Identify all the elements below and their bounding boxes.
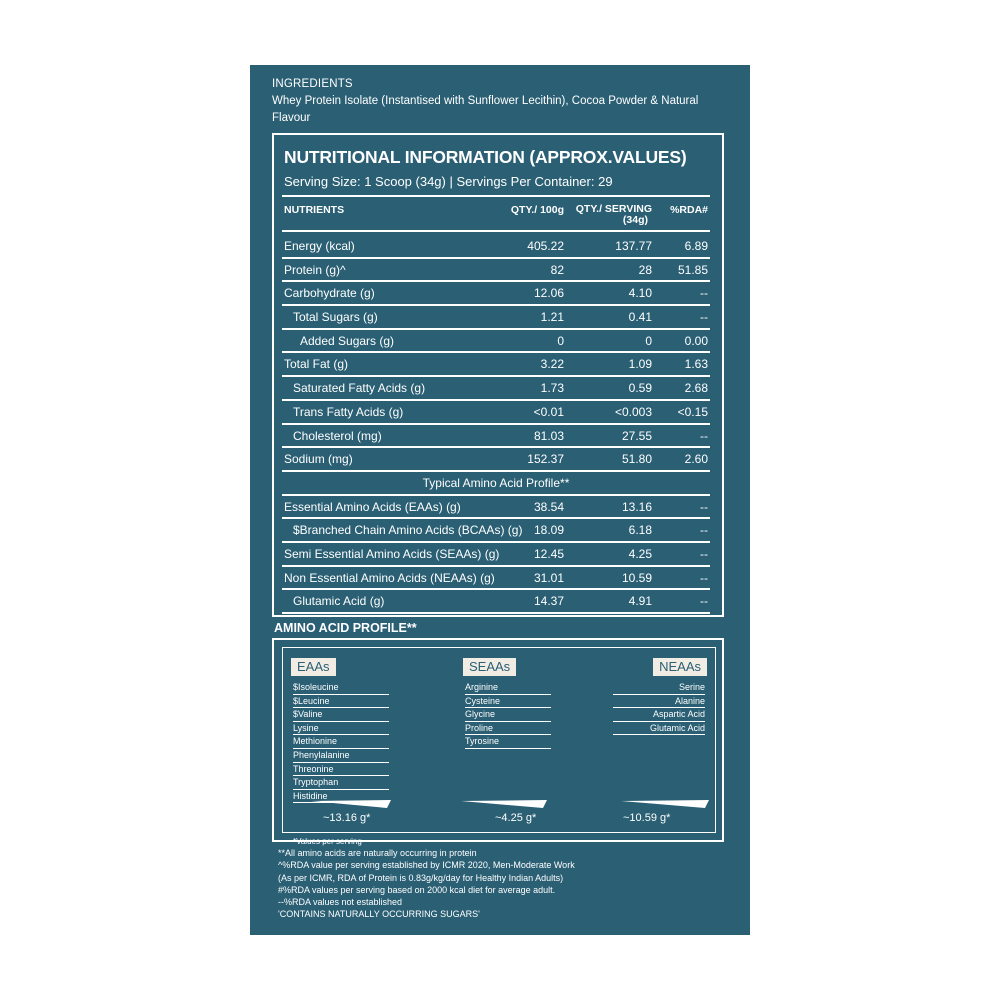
value-per-serving: 1.09 bbox=[628, 357, 652, 372]
list-item: Phenylalanine bbox=[293, 749, 389, 763]
value-rda: 51.85 bbox=[677, 262, 708, 277]
value-per-serving: 0 bbox=[645, 333, 652, 348]
seaas-chip: SEAAs bbox=[463, 658, 516, 676]
list-item: Lysine bbox=[293, 722, 389, 736]
value-per-serving: 6.18 bbox=[628, 523, 652, 538]
value-rda: -- bbox=[700, 310, 708, 325]
list-item: $Leucine bbox=[293, 695, 389, 709]
footnote: **All amino acids are naturally occurring in protein bbox=[278, 848, 477, 858]
nutrition-title: NUTRITIONAL INFORMATION (APPROX.VALUES) bbox=[284, 147, 687, 167]
amino-profile-box bbox=[272, 638, 724, 846]
amino-profile-title: AMINO ACID PROFILE** bbox=[274, 621, 417, 635]
value-rda: -- bbox=[700, 499, 708, 514]
nutrition-table bbox=[282, 195, 710, 614]
value-per-100g: 31.01 bbox=[533, 570, 564, 585]
value-per-100g: 0 bbox=[557, 333, 564, 348]
nutrient-name: Semi Essential Amino Acids (SEAAs) (g) bbox=[284, 546, 500, 561]
table-row bbox=[282, 448, 710, 472]
nutrient-name: Total Fat (g) bbox=[284, 357, 349, 372]
value-per-100g: 18.09 bbox=[533, 523, 564, 538]
list-item: Alanine bbox=[613, 695, 705, 709]
value-per-serving: 0.59 bbox=[628, 381, 652, 396]
amino-heading-row bbox=[282, 472, 710, 496]
table-row bbox=[282, 401, 710, 425]
value-per-serving: 4.10 bbox=[628, 286, 652, 301]
table-row bbox=[282, 590, 710, 614]
table-row bbox=[282, 306, 710, 330]
eaas-chip: EAAs bbox=[291, 658, 336, 676]
list-item: $Isoleucine bbox=[293, 681, 389, 695]
ingredients-section bbox=[272, 76, 732, 127]
value-rda: -- bbox=[700, 428, 708, 443]
list-item: Tryptophan bbox=[293, 776, 389, 790]
value-per-100g: 82 bbox=[550, 262, 564, 277]
label-panel bbox=[250, 65, 750, 935]
eaas-list bbox=[293, 681, 389, 803]
value-per-100g: 1.73 bbox=[540, 381, 564, 396]
list-item: Methionine bbox=[293, 735, 389, 749]
value-per-serving: 27.55 bbox=[621, 428, 652, 443]
value-per-serving: 4.91 bbox=[628, 594, 652, 609]
header-nutrients: NUTRIENTS bbox=[284, 204, 345, 216]
footnote: ^%RDA value per serving established by ICMR 2020, Men-Moderate Work bbox=[278, 860, 575, 871]
neaas-ramp bbox=[621, 800, 709, 808]
header-serving-unit: (34g) bbox=[622, 214, 648, 226]
value-per-serving: 137.77 bbox=[615, 239, 652, 253]
list-item: Serine bbox=[613, 681, 705, 695]
value-rda: 6.89 bbox=[684, 239, 708, 253]
seaas-list bbox=[465, 681, 551, 749]
neaas-list bbox=[613, 681, 705, 735]
neaas-chip: NEAAs bbox=[653, 658, 707, 676]
header-rule bbox=[282, 230, 710, 232]
value-per-100g: 38.54 bbox=[533, 499, 564, 514]
nutrient-name: Added Sugars (g) bbox=[300, 333, 395, 348]
neaas-total: ~10.59 g* bbox=[623, 812, 671, 824]
value-rda: -- bbox=[700, 546, 708, 561]
header-per-serving bbox=[576, 204, 652, 226]
value-rda: 2.60 bbox=[684, 452, 708, 467]
header-per-serving-label: QTY./ SERVING bbox=[575, 203, 652, 215]
value-per-100g: 14.37 bbox=[533, 594, 564, 609]
value-per-serving: 13.16 bbox=[621, 499, 652, 514]
values-per-serving-caption: *Values per serving bbox=[293, 837, 362, 846]
table-row bbox=[282, 282, 710, 306]
nutrient-name: Non Essential Amino Acids (NEAAs) (g) bbox=[284, 570, 495, 585]
value-per-100g: <0.01 bbox=[533, 404, 564, 419]
ingredients-text: Whey Protein Isolate (Instantised with Sunflower Lecithin), Cocoa Powder & Natural Flavour bbox=[272, 95, 699, 124]
header-rda: %RDA# bbox=[670, 204, 708, 216]
nutrition-facts-box bbox=[272, 133, 724, 617]
list-item: Glutamic Acid bbox=[613, 722, 705, 736]
table-row bbox=[282, 377, 710, 401]
table-row bbox=[282, 567, 710, 591]
nutrient-rows bbox=[282, 235, 710, 472]
value-per-100g: 3.22 bbox=[540, 357, 564, 372]
nutrient-name: Trans Fatty Acids (g) bbox=[293, 404, 404, 419]
value-per-serving: 51.80 bbox=[621, 452, 652, 467]
value-rda: 1.63 bbox=[684, 357, 708, 372]
nutrient-name: Glutamic Acid (g) bbox=[293, 594, 385, 609]
value-rda: 0.00 bbox=[684, 333, 708, 348]
seaas-total: ~4.25 g* bbox=[495, 812, 537, 824]
list-item: Proline bbox=[465, 722, 551, 736]
value-per-serving: <0.003 bbox=[614, 404, 652, 419]
value-rda: -- bbox=[700, 570, 708, 585]
eaas-total: ~13.16 g* bbox=[323, 812, 371, 824]
nutrient-name: Total Sugars (g) bbox=[293, 310, 378, 325]
amino-profile-inner bbox=[282, 647, 716, 846]
header-per-100g: QTY./ 100g bbox=[510, 204, 564, 216]
value-rda: <0.15 bbox=[677, 404, 708, 419]
value-per-100g: 1.21 bbox=[540, 310, 564, 325]
table-row bbox=[282, 425, 710, 449]
list-item: Cysteine bbox=[465, 695, 551, 709]
list-item: Tyrosine bbox=[465, 735, 551, 749]
value-per-100g: 152.37 bbox=[527, 452, 564, 467]
ingredients-heading: INGREDIENTS bbox=[272, 78, 353, 90]
value-rda: -- bbox=[700, 523, 708, 538]
table-row bbox=[282, 259, 710, 283]
value-per-serving: 4.25 bbox=[628, 546, 652, 561]
nutrient-name: Protein (g)^ bbox=[284, 262, 346, 277]
nutrient-name: Carbohydrate (g) bbox=[284, 286, 375, 301]
list-item: Threonine bbox=[293, 763, 389, 777]
value-per-100g: 405.22 bbox=[527, 239, 564, 253]
value-per-100g: 12.45 bbox=[533, 546, 564, 561]
seaas-ramp bbox=[461, 800, 547, 808]
list-item: $Valine bbox=[293, 708, 389, 722]
table-row bbox=[282, 235, 710, 259]
table-row bbox=[282, 353, 710, 377]
list-item: Aspartic Acid bbox=[613, 708, 705, 722]
value-per-serving: 10.59 bbox=[621, 570, 652, 585]
list-item: Glycine bbox=[465, 708, 551, 722]
nutrient-name: Essential Amino Acids (EAAs) (g) bbox=[284, 499, 461, 514]
list-item: Histidine bbox=[293, 790, 389, 804]
nutrient-name: Saturated Fatty Acids (g) bbox=[293, 381, 426, 396]
table-row bbox=[282, 519, 710, 543]
value-per-serving: 28 bbox=[638, 262, 652, 277]
value-rda: -- bbox=[700, 286, 708, 301]
table-header bbox=[282, 197, 710, 230]
footnotes bbox=[278, 847, 575, 921]
value-per-serving: 0.41 bbox=[628, 310, 652, 325]
footnote: --%RDA values not established bbox=[278, 897, 403, 908]
nutrient-name: $Branched Chain Amino Acids (BCAAs) (g) bbox=[293, 523, 523, 538]
value-rda: -- bbox=[700, 594, 708, 609]
eaas-ramp bbox=[311, 800, 391, 808]
footnote: 'CONTAINS NATURALLY OCCURRING SUGARS' bbox=[278, 909, 480, 920]
value-per-100g: 12.06 bbox=[533, 286, 564, 301]
value-rda: 2.68 bbox=[684, 381, 708, 396]
amino-rows bbox=[282, 496, 710, 614]
nutrient-name: Cholesterol (mg) bbox=[293, 428, 382, 443]
table-row bbox=[282, 543, 710, 567]
table-row bbox=[282, 330, 710, 354]
footnote: (As per ICMR, RDA of Protein is 0.83g/kg/day for Healthy Indian Adults) bbox=[278, 872, 564, 883]
serving-info: Serving Size: 1 Scoop (34g) | Servings Per Container: 29 bbox=[284, 174, 613, 189]
footnote: #%RDA values per serving based on 2000 kcal diet for average adult. bbox=[278, 884, 556, 895]
amino-heading: Typical Amino Acid Profile** bbox=[422, 475, 570, 490]
nutrient-name: Sodium (mg) bbox=[284, 452, 353, 467]
list-item: Arginine bbox=[465, 681, 551, 695]
value-per-100g: 81.03 bbox=[533, 428, 564, 443]
nutrient-name: Energy (kcal) bbox=[284, 239, 355, 253]
table-row bbox=[282, 496, 710, 520]
